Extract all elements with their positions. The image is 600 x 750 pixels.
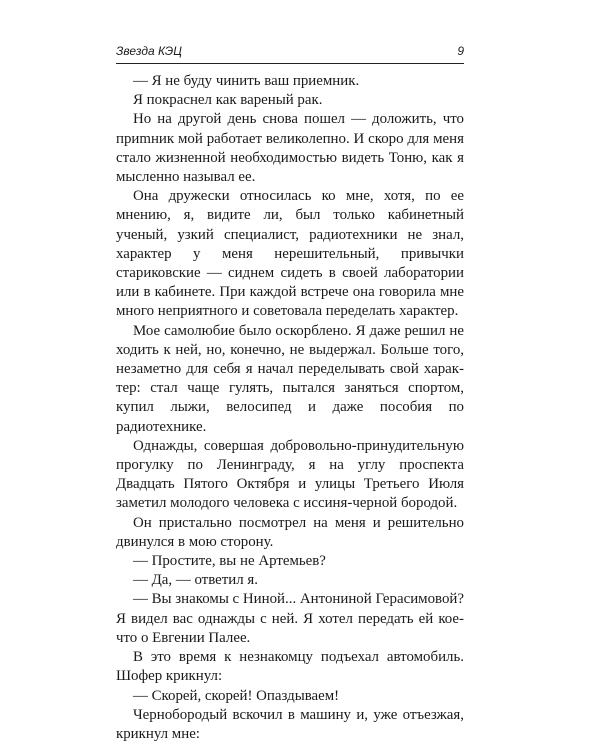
paragraph: Я покраснел как вареный рак. xyxy=(133,92,323,109)
paragraph: Он пристально посмотрел на меня и решительно двинулся в мою сторону. xyxy=(116,514,464,550)
paragraph: Однажды, совершая добровольно-принудительную прогулку по Ленинграду, я на углу проспекта Двадцать Пятого Октября и улицы Третьего Июля заметил молодого человека с иссиня-черной бородой. xyxy=(116,437,464,512)
paragraph: Она дружески относилась ко мне, хотя, по ее мнению, я, видите ли, был только кабинетный ученый, узкий специалист, радиотехники не знал, характер у меня нерешительный, привычки стариковские — сиднем сидеть в своей лаборатории или в кабинете. При каждой встрече она говорила мне много неприятного и советовала переделать характер. xyxy=(116,188,464,320)
paragraph: — Простите, вы не Артемьев? xyxy=(133,553,326,570)
running-header xyxy=(116,44,464,60)
paragraph: — Вы знакомы с Ниной... Антониной Герасимовой? Я видел вас однажды с ней. Я хотел передать ей кое-что о Евгении Палее. xyxy=(116,591,464,646)
page-number: 9 xyxy=(457,44,464,58)
book-title: Звезда КЭЦ xyxy=(116,44,182,58)
paragraph: — Скорей, скорей! Опаздываем! xyxy=(133,687,340,704)
paragraph: — Да, — ответил я. xyxy=(133,572,258,589)
paragraph: Чернобородый вскочил в машину и, уже отъезжая, крикнул мне: xyxy=(116,706,464,742)
header-divider xyxy=(116,63,464,64)
paragraph: Но на другой день снова пошел — доложить, что приmник мой работает великолепно. И скоро для меня стало жизненной необходимостью видеть Тоню, как я мысленно называл ее. xyxy=(116,111,464,186)
paragraph: — Я не буду чинить ваш приемник. xyxy=(133,73,360,89)
paragraph: Мое самолюбие было оскорблено. Я даже решил не ходить к ней, но, конечно, не выдержал. Больше того, незаметно для себя я начал переделывать свой характер: стал чаще гулять, пытался заняться спортом, купил лыжи, велосипед и даже пособия по радиотехнике. xyxy=(116,322,464,435)
paragraph: В это время к незнакомцу подъехал автомобиль. Шофер крикнул: xyxy=(116,649,464,685)
page-text xyxy=(116,72,464,744)
